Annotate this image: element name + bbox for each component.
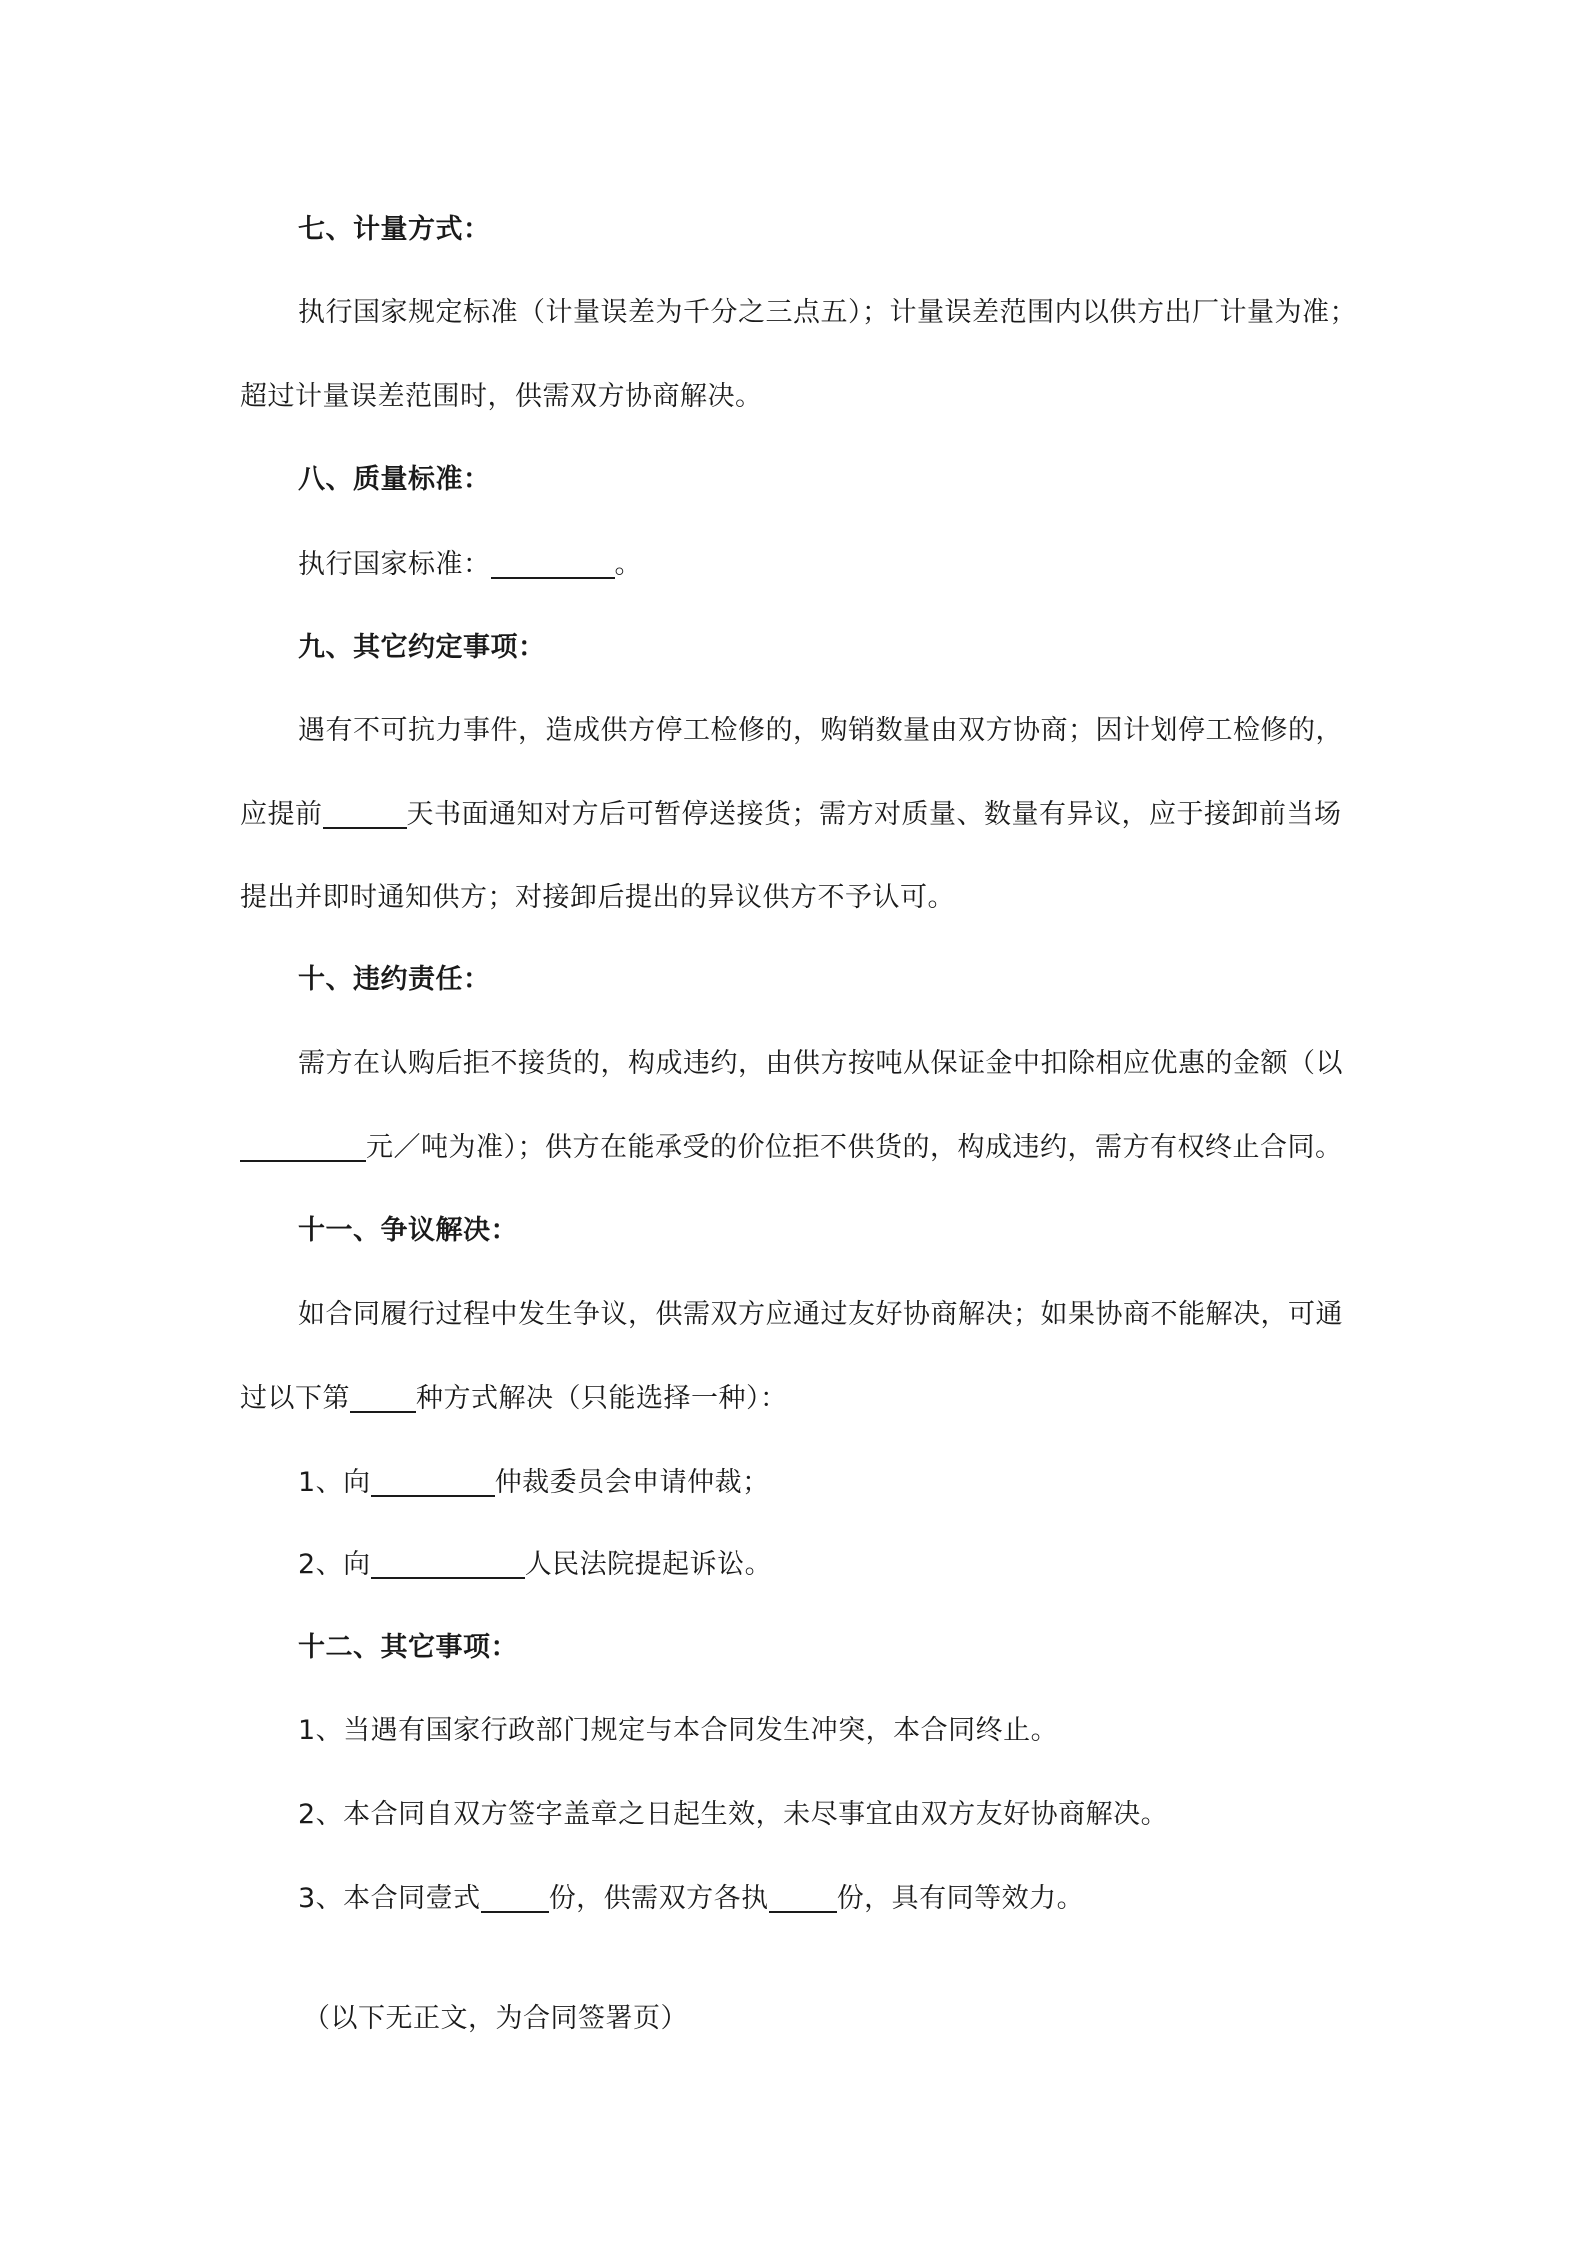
- national-standard-label: 执行国家标准：: [298, 549, 491, 580]
- section-9-paragraph-line-1: 遇有不可抗力事件，造成供方停工检修的，购销数量由双方协商；因计划停工检修的，: [298, 715, 1343, 746]
- section-9-paragraph-line-3: 提出并即时通知供方；对接卸后提出的异议供方不予认可。: [240, 882, 955, 913]
- section-11-paragraph-line-2: [240, 1381, 788, 1416]
- litigation-text: 人民法院提起诉讼。: [524, 1549, 773, 1580]
- section-10-paragraph-line-2: [240, 1130, 1343, 1165]
- litigation-option: [298, 1547, 772, 1582]
- section-11-title: 十一、争议解决：: [298, 1215, 518, 1246]
- period-text: 。: [614, 549, 642, 580]
- arbitration-option: [298, 1465, 770, 1500]
- method-choice-text: 种方式解决（只能选择一种）：: [416, 1383, 788, 1414]
- equal-effect-text: 份，具有同等效力。: [836, 1883, 1085, 1914]
- signature-page-note: （以下无正文，为合同签署页）: [303, 2003, 688, 2034]
- method-blank: [350, 1381, 416, 1413]
- arbitration-label: 1、向: [298, 1467, 371, 1498]
- section-10-paragraph-line-1: 需方在认购后拒不接货的，构成违约，由供方按吨从保证金中扣除相应优惠的金额（以: [298, 1048, 1343, 1079]
- each-party-label: 份，供需双方各执: [548, 1883, 769, 1914]
- section-12-item-3: [298, 1881, 1084, 1916]
- section-7-paragraph-line-2: 超过计量误差范围时，供需双方协商解决。: [240, 381, 763, 412]
- method-choice-label: 过以下第: [240, 1383, 350, 1414]
- section-8-paragraph: [298, 547, 642, 582]
- section-10-title: 十、违约责任：: [298, 964, 491, 995]
- advance-notice-label: 应提前: [240, 799, 323, 830]
- notice-text: 天书面通知对方后可暂停送接货；需方对质量、数量有异议，应于接卸前当场: [406, 799, 1342, 830]
- section-11-paragraph-line-1: 如合同履行过程中发生争议，供需双方应通过友好协商解决；如果协商不能解决，可通: [298, 1299, 1343, 1330]
- arbitration-blank: [371, 1465, 495, 1497]
- arbitration-text: 仲裁委员会申请仲裁；: [494, 1467, 770, 1498]
- section-8-title: 八、质量标准：: [298, 464, 491, 495]
- standard-blank: [491, 547, 615, 579]
- section-9-paragraph-line-2: [240, 797, 1342, 832]
- section-12-item-1: 1、当遇有国家行政部门规定与本合同发生冲突，本合同终止。: [298, 1715, 1059, 1746]
- copies-label: 3、本合同壹式: [298, 1883, 481, 1914]
- section-12-title: 十二、其它事项：: [298, 1632, 518, 1663]
- penalty-text: 元／吨为准）；供方在能承受的价位拒不供货的，构成违约，需方有权终止合同。: [366, 1132, 1343, 1163]
- amount-blank: [240, 1130, 366, 1162]
- section-12-item-2: 2、本合同自双方签字盖章之日起生效，未尽事宜由双方友好协商解决。: [298, 1799, 1169, 1830]
- court-blank: [371, 1547, 525, 1579]
- copies-blank: [481, 1881, 549, 1913]
- section-7-paragraph-line-1: 执行国家规定标准（计量误差为千分之三点五）；计量误差范围内以供方出厂计量为准；: [298, 297, 1357, 328]
- each-copies-blank: [769, 1881, 837, 1913]
- section-9-title: 九、其它约定事项：: [298, 632, 546, 663]
- section-7-title: 七、计量方式：: [298, 214, 491, 245]
- days-blank: [323, 797, 407, 829]
- litigation-label: 2、向: [298, 1549, 371, 1580]
